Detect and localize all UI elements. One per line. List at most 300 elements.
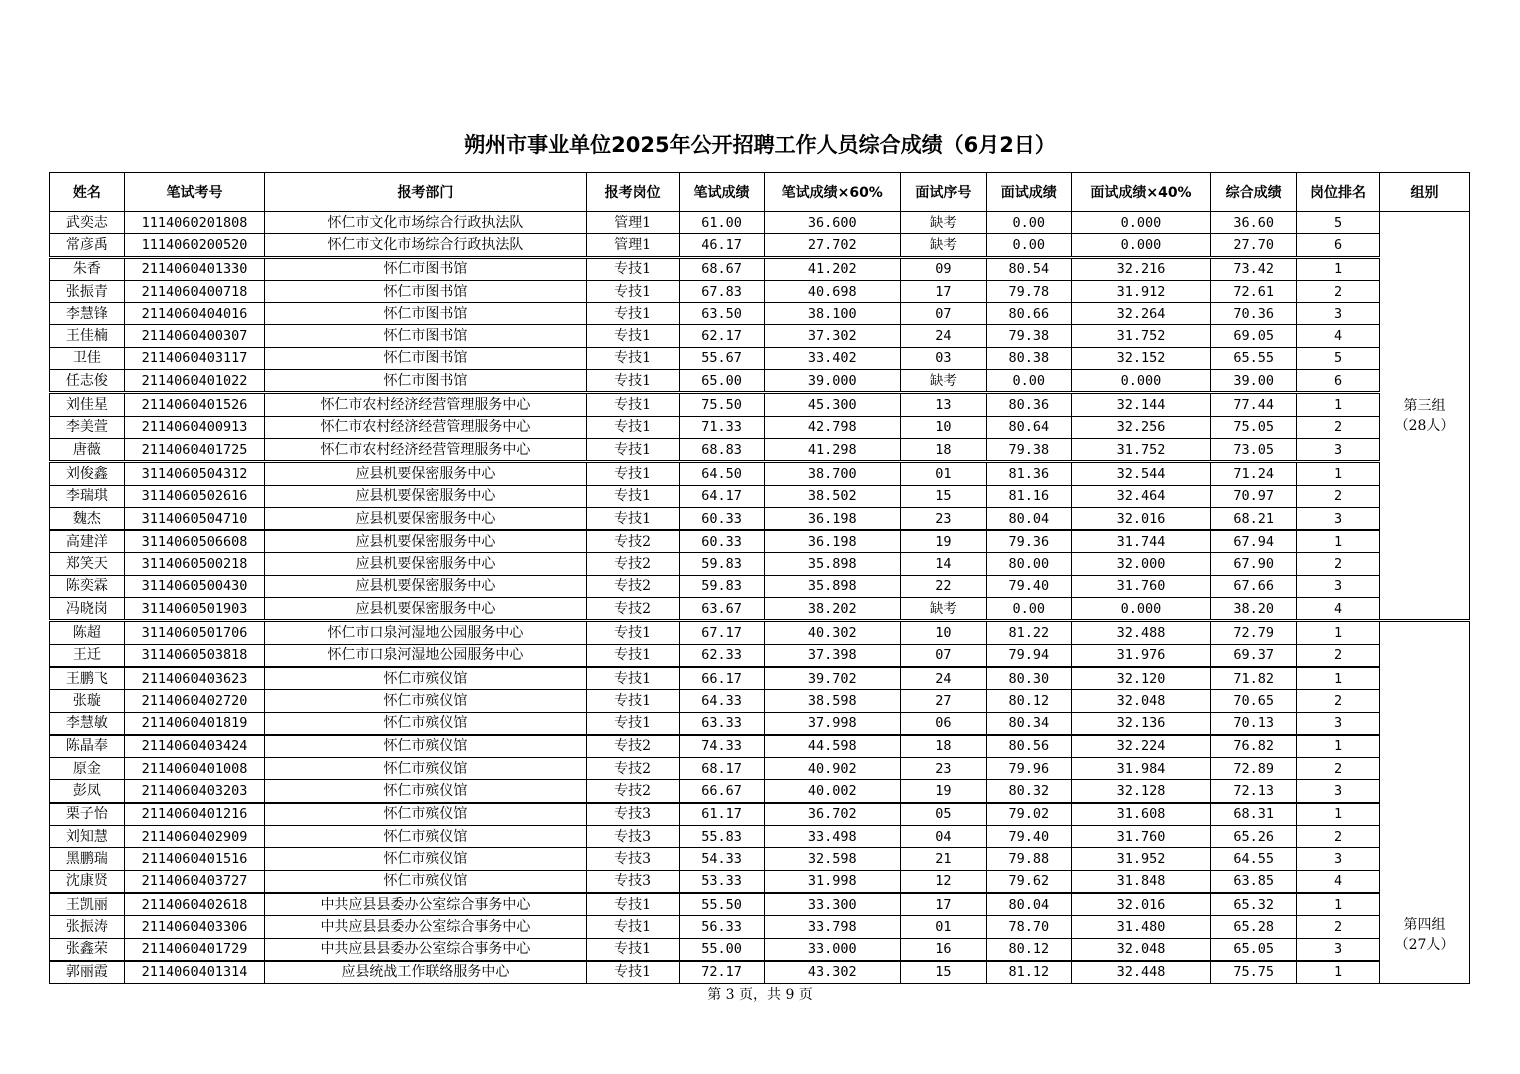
cell-department: 怀仁市殡仪馆 <box>265 826 586 848</box>
table-row <box>50 848 1470 870</box>
cell-exam-id: 2114060402618 <box>124 893 264 916</box>
table-row <box>50 257 1470 280</box>
header-written-score: 笔试成绩 <box>679 173 764 212</box>
cell-rank: 1 <box>1297 961 1380 984</box>
cell-interview-score: 79.88 <box>986 848 1071 870</box>
cell-written-score: 55.50 <box>679 893 764 916</box>
cell-written-60: 33.000 <box>764 938 900 961</box>
cell-position: 专技3 <box>586 803 679 826</box>
cell-position: 专技2 <box>586 530 679 553</box>
cell-written-score: 64.50 <box>679 462 764 485</box>
cell-interview-score: 79.36 <box>986 530 1071 553</box>
cell-interview-40: 31.912 <box>1071 280 1210 302</box>
table-row <box>50 507 1470 530</box>
cell-position: 专技1 <box>586 438 679 461</box>
cell-name: 张璇 <box>50 690 125 712</box>
cell-total-score: 72.13 <box>1211 780 1297 803</box>
cell-written-score: 64.33 <box>679 690 764 712</box>
cell-name: 刘知慧 <box>50 826 125 848</box>
cell-exam-id: 2114060401314 <box>124 961 264 984</box>
cell-name: 郭丽霞 <box>50 961 125 984</box>
cell-rank: 3 <box>1297 438 1380 461</box>
cell-total-score: 76.82 <box>1211 735 1297 758</box>
cell-interview-no: 23 <box>900 507 986 530</box>
cell-interview-score: 80.32 <box>986 780 1071 803</box>
cell-rank: 2 <box>1297 826 1380 848</box>
header-rank: 岗位排名 <box>1297 173 1380 212</box>
cell-written-60: 33.300 <box>764 893 900 916</box>
cell-total-score: 64.55 <box>1211 848 1297 870</box>
cell-name: 王迁 <box>50 644 125 667</box>
header-name: 姓名 <box>50 173 125 212</box>
cell-name: 陈超 <box>50 621 125 644</box>
cell-rank: 4 <box>1297 870 1380 893</box>
cell-department: 应县机要保密服务中心 <box>265 553 586 575</box>
cell-name: 张振涛 <box>50 916 125 938</box>
cell-total-score: 69.05 <box>1211 325 1297 347</box>
cell-interview-no: 18 <box>900 735 986 758</box>
cell-written-score: 59.83 <box>679 575 764 597</box>
cell-position: 专技2 <box>586 735 679 758</box>
cell-interview-40: 31.752 <box>1071 438 1210 461</box>
cell-department: 怀仁市图书馆 <box>265 347 586 369</box>
cell-rank: 2 <box>1297 758 1380 780</box>
cell-interview-no: 17 <box>900 280 986 302</box>
cell-position: 专技3 <box>586 848 679 870</box>
cell-interview-40: 32.048 <box>1071 690 1210 712</box>
cell-position: 专技1 <box>586 303 679 325</box>
cell-total-score: 72.79 <box>1211 621 1297 644</box>
cell-total-score: 68.21 <box>1211 507 1297 530</box>
table-row <box>50 212 1470 234</box>
cell-exam-id: 2114060404016 <box>124 303 264 325</box>
cell-total-score: 38.20 <box>1211 598 1297 621</box>
cell-department: 怀仁市殡仪馆 <box>265 803 586 826</box>
cell-position: 专技1 <box>586 961 679 984</box>
cell-interview-score: 79.40 <box>986 826 1071 848</box>
cell-written-60: 36.702 <box>764 803 900 826</box>
cell-department: 怀仁市殡仪馆 <box>265 667 586 690</box>
cell-interview-score: 0.00 <box>986 212 1071 234</box>
table-row <box>50 826 1470 848</box>
cell-interview-no: 23 <box>900 758 986 780</box>
cell-rank: 1 <box>1297 803 1380 826</box>
cell-position: 专技3 <box>586 870 679 893</box>
cell-exam-id: 3114060502616 <box>124 485 264 507</box>
cell-exam-id: 3114060506608 <box>124 530 264 553</box>
cell-name: 任志俊 <box>50 370 125 393</box>
cell-interview-40: 31.984 <box>1071 758 1210 780</box>
cell-interview-score: 79.38 <box>986 438 1071 461</box>
cell-department: 怀仁市图书馆 <box>265 257 586 280</box>
cell-rank: 3 <box>1297 712 1380 735</box>
cell-written-60: 35.898 <box>764 553 900 575</box>
cell-position: 专技1 <box>586 938 679 961</box>
cell-interview-score: 80.38 <box>986 347 1071 369</box>
cell-rank: 2 <box>1297 553 1380 575</box>
cell-interview-40: 32.144 <box>1071 393 1210 416</box>
cell-interview-40: 32.216 <box>1071 257 1210 280</box>
cell-rank: 2 <box>1297 485 1380 507</box>
cell-interview-score: 80.00 <box>986 553 1071 575</box>
cell-rank: 2 <box>1297 644 1380 667</box>
cell-total-score: 69.37 <box>1211 644 1297 667</box>
group-name: 第三组 <box>1403 397 1446 414</box>
table-row <box>50 916 1470 938</box>
header-exam-id: 笔试考号 <box>124 173 264 212</box>
cell-exam-id: 2114060403623 <box>124 667 264 690</box>
cell-rank: 3 <box>1297 575 1380 597</box>
cell-written-score: 46.17 <box>679 234 764 257</box>
cell-interview-40: 32.000 <box>1071 553 1210 575</box>
cell-written-60: 37.302 <box>764 325 900 347</box>
cell-interview-no: 04 <box>900 826 986 848</box>
cell-interview-no: 27 <box>900 690 986 712</box>
cell-rank: 3 <box>1297 780 1380 803</box>
cell-interview-no: 13 <box>900 393 986 416</box>
cell-total-score: 27.70 <box>1211 234 1297 257</box>
table-row <box>50 462 1470 485</box>
cell-name: 朱香 <box>50 257 125 280</box>
cell-exam-id: 1114060201808 <box>124 212 264 234</box>
cell-written-60: 33.498 <box>764 826 900 848</box>
table-row <box>50 438 1470 461</box>
cell-department: 怀仁市殡仪馆 <box>265 735 586 758</box>
cell-position: 专技1 <box>586 507 679 530</box>
cell-interview-40: 32.128 <box>1071 780 1210 803</box>
cell-exam-id: 3114060500430 <box>124 575 264 597</box>
table-row <box>50 393 1470 416</box>
cell-rank: 2 <box>1297 916 1380 938</box>
cell-exam-id: 2114060400307 <box>124 325 264 347</box>
page-title: 朔州市事业单位2025年公开招聘工作人员综合成绩（6月2日） <box>464 133 1056 157</box>
cell-department: 怀仁市殡仪馆 <box>265 780 586 803</box>
cell-total-score: 71.82 <box>1211 667 1297 690</box>
cell-interview-40: 31.952 <box>1071 848 1210 870</box>
table-row <box>50 530 1470 553</box>
cell-interview-no: 01 <box>900 462 986 485</box>
table-row <box>50 938 1470 961</box>
cell-total-score: 73.05 <box>1211 438 1297 461</box>
cell-exam-id: 2114060403117 <box>124 347 264 369</box>
cell-exam-id: 2114060400913 <box>124 416 264 438</box>
table-row <box>50 961 1470 984</box>
cell-interview-score: 80.04 <box>986 507 1071 530</box>
table-row <box>50 598 1470 621</box>
cell-written-60: 32.598 <box>764 848 900 870</box>
score-table-body <box>50 212 1470 984</box>
header-interview-40: 面试成绩×40% <box>1071 173 1210 212</box>
cell-name: 高建洋 <box>50 530 125 553</box>
cell-department: 中共应县县委办公室综合事务中心 <box>265 916 586 938</box>
cell-total-score: 68.31 <box>1211 803 1297 826</box>
table-row <box>50 735 1470 758</box>
table-row <box>50 234 1470 257</box>
table-row <box>50 347 1470 369</box>
cell-rank: 6 <box>1297 234 1380 257</box>
cell-interview-no: 22 <box>900 575 986 597</box>
cell-written-60: 45.300 <box>764 393 900 416</box>
cell-interview-score: 79.96 <box>986 758 1071 780</box>
cell-rank: 2 <box>1297 416 1380 438</box>
cell-written-score: 53.33 <box>679 870 764 893</box>
cell-department: 怀仁市图书馆 <box>265 325 586 347</box>
cell-name: 冯晓岗 <box>50 598 125 621</box>
cell-position: 专技2 <box>586 553 679 575</box>
cell-name: 常彦禹 <box>50 234 125 257</box>
cell-interview-no: 21 <box>900 848 986 870</box>
cell-exam-id: 2114060403306 <box>124 916 264 938</box>
cell-name: 张鑫荣 <box>50 938 125 961</box>
cell-position: 专技1 <box>586 257 679 280</box>
cell-written-score: 64.17 <box>679 485 764 507</box>
cell-interview-score: 80.54 <box>986 257 1071 280</box>
cell-exam-id: 2114060401022 <box>124 370 264 393</box>
table-row <box>50 370 1470 393</box>
cell-total-score: 67.94 <box>1211 530 1297 553</box>
cell-written-60: 39.702 <box>764 667 900 690</box>
cell-position: 专技1 <box>586 485 679 507</box>
cell-interview-40: 0.000 <box>1071 370 1210 393</box>
header-group: 组别 <box>1379 173 1469 212</box>
cell-rank: 4 <box>1297 598 1380 621</box>
cell-position: 管理1 <box>586 212 679 234</box>
cell-total-score: 65.05 <box>1211 938 1297 961</box>
cell-written-score: 75.50 <box>679 393 764 416</box>
cell-total-score: 77.44 <box>1211 393 1297 416</box>
cell-total-score: 72.61 <box>1211 280 1297 302</box>
cell-position: 专技1 <box>586 667 679 690</box>
cell-interview-score: 80.66 <box>986 303 1071 325</box>
cell-written-60: 36.600 <box>764 212 900 234</box>
cell-total-score: 70.36 <box>1211 303 1297 325</box>
cell-interview-no: 07 <box>900 303 986 325</box>
cell-interview-score: 80.12 <box>986 938 1071 961</box>
cell-interview-40: 32.464 <box>1071 485 1210 507</box>
cell-interview-no: 缺考 <box>900 370 986 393</box>
header-interview-no: 面试序号 <box>900 173 986 212</box>
cell-total-score: 65.26 <box>1211 826 1297 848</box>
group-cell <box>1379 212 1469 621</box>
cell-name: 刘俊鑫 <box>50 462 125 485</box>
cell-interview-40: 0.000 <box>1071 598 1210 621</box>
cell-written-score: 56.33 <box>679 916 764 938</box>
cell-written-score: 55.83 <box>679 826 764 848</box>
table-row <box>50 575 1470 597</box>
cell-total-score: 72.89 <box>1211 758 1297 780</box>
cell-department: 应县机要保密服务中心 <box>265 507 586 530</box>
cell-written-score: 62.17 <box>679 325 764 347</box>
cell-interview-score: 81.36 <box>986 462 1071 485</box>
cell-exam-id: 3114060504312 <box>124 462 264 485</box>
cell-interview-40: 32.120 <box>1071 667 1210 690</box>
cell-exam-id: 3114060501706 <box>124 621 264 644</box>
cell-position: 专技2 <box>586 758 679 780</box>
cell-interview-40: 0.000 <box>1071 234 1210 257</box>
header-position: 报考岗位 <box>586 173 679 212</box>
cell-rank: 1 <box>1297 257 1380 280</box>
cell-position: 专技2 <box>586 780 679 803</box>
cell-interview-no: 19 <box>900 530 986 553</box>
cell-department: 怀仁市殡仪馆 <box>265 758 586 780</box>
cell-interview-no: 07 <box>900 644 986 667</box>
cell-interview-no: 15 <box>900 485 986 507</box>
cell-exam-id: 2114060402909 <box>124 826 264 848</box>
cell-interview-no: 19 <box>900 780 986 803</box>
cell-exam-id: 2114060403727 <box>124 870 264 893</box>
header-department: 报考部门 <box>265 173 586 212</box>
cell-name: 王凯丽 <box>50 893 125 916</box>
cell-name: 陈晶奉 <box>50 735 125 758</box>
cell-written-60: 40.698 <box>764 280 900 302</box>
cell-interview-no: 24 <box>900 667 986 690</box>
cell-position: 专技1 <box>586 393 679 416</box>
cell-written-60: 33.402 <box>764 347 900 369</box>
cell-interview-no: 16 <box>900 938 986 961</box>
cell-position: 专技1 <box>586 325 679 347</box>
cell-interview-score: 80.36 <box>986 393 1071 416</box>
cell-written-60: 40.302 <box>764 621 900 644</box>
cell-interview-40: 31.760 <box>1071 826 1210 848</box>
cell-interview-no: 10 <box>900 621 986 644</box>
cell-name: 沈康贤 <box>50 870 125 893</box>
cell-interview-no: 03 <box>900 347 986 369</box>
cell-position: 专技1 <box>586 621 679 644</box>
cell-written-score: 68.83 <box>679 438 764 461</box>
cell-interview-score: 80.30 <box>986 667 1071 690</box>
cell-department: 怀仁市殡仪馆 <box>265 848 586 870</box>
cell-interview-no: 缺考 <box>900 234 986 257</box>
cell-written-score: 60.33 <box>679 530 764 553</box>
cell-interview-no: 15 <box>900 961 986 984</box>
header-row <box>50 173 1470 212</box>
cell-position: 专技1 <box>586 916 679 938</box>
cell-exam-id: 3114060503818 <box>124 644 264 667</box>
cell-interview-40: 32.488 <box>1071 621 1210 644</box>
cell-exam-id: 2114060403424 <box>124 735 264 758</box>
cell-interview-no: 09 <box>900 257 986 280</box>
cell-total-score: 70.13 <box>1211 712 1297 735</box>
cell-written-60: 39.000 <box>764 370 900 393</box>
cell-name: 李慧敏 <box>50 712 125 735</box>
cell-interview-40: 31.760 <box>1071 575 1210 597</box>
table-row <box>50 893 1470 916</box>
cell-interview-40: 31.608 <box>1071 803 1210 826</box>
cell-interview-score: 0.00 <box>986 234 1071 257</box>
cell-name: 李慧锋 <box>50 303 125 325</box>
cell-total-score: 70.97 <box>1211 485 1297 507</box>
cell-exam-id: 2114060401516 <box>124 848 264 870</box>
cell-exam-id: 2114060400718 <box>124 280 264 302</box>
cell-written-score: 66.17 <box>679 667 764 690</box>
cell-written-score: 65.00 <box>679 370 764 393</box>
cell-written-60: 37.998 <box>764 712 900 735</box>
cell-interview-no: 10 <box>900 416 986 438</box>
cell-rank: 1 <box>1297 621 1380 644</box>
cell-exam-id: 2114060401330 <box>124 257 264 280</box>
cell-interview-no: 24 <box>900 325 986 347</box>
cell-total-score: 73.42 <box>1211 257 1297 280</box>
cell-department: 怀仁市文化市场综合行政执法队 <box>265 212 586 234</box>
cell-rank: 3 <box>1297 507 1380 530</box>
cell-rank: 3 <box>1297 938 1380 961</box>
cell-position: 专技1 <box>586 893 679 916</box>
cell-rank: 2 <box>1297 690 1380 712</box>
cell-position: 专技2 <box>586 575 679 597</box>
cell-name: 王佳楠 <box>50 325 125 347</box>
cell-interview-score: 79.94 <box>986 644 1071 667</box>
cell-written-60: 43.302 <box>764 961 900 984</box>
cell-name: 武奕志 <box>50 212 125 234</box>
group-cell <box>1379 621 1469 984</box>
cell-interview-40: 32.256 <box>1071 416 1210 438</box>
cell-department: 怀仁市口泉河湿地公园服务中心 <box>265 644 586 667</box>
cell-rank: 1 <box>1297 462 1380 485</box>
cell-interview-score: 81.22 <box>986 621 1071 644</box>
cell-written-score: 67.17 <box>679 621 764 644</box>
cell-written-score: 66.67 <box>679 780 764 803</box>
cell-position: 专技1 <box>586 416 679 438</box>
cell-name: 李瑞琪 <box>50 485 125 507</box>
header-interview-score: 面试成绩 <box>986 173 1071 212</box>
cell-interview-40: 32.448 <box>1071 961 1210 984</box>
cell-name: 张振青 <box>50 280 125 302</box>
cell-rank: 1 <box>1297 393 1380 416</box>
table-row <box>50 780 1470 803</box>
cell-written-60: 31.998 <box>764 870 900 893</box>
cell-written-60: 40.902 <box>764 758 900 780</box>
cell-department: 怀仁市殡仪馆 <box>265 712 586 735</box>
cell-interview-40: 0.000 <box>1071 212 1210 234</box>
cell-written-60: 38.700 <box>764 462 900 485</box>
cell-interview-40: 32.048 <box>1071 938 1210 961</box>
cell-exam-id: 2114060401819 <box>124 712 264 735</box>
cell-interview-no: 缺考 <box>900 212 986 234</box>
cell-name: 李美萱 <box>50 416 125 438</box>
table-row <box>50 870 1470 893</box>
cell-interview-no: 12 <box>900 870 986 893</box>
cell-written-score: 63.50 <box>679 303 764 325</box>
cell-department: 应县统战工作联络服务中心 <box>265 961 586 984</box>
cell-interview-40: 32.264 <box>1071 303 1210 325</box>
cell-exam-id: 2114060401725 <box>124 438 264 461</box>
table-row <box>50 485 1470 507</box>
cell-written-score: 68.67 <box>679 257 764 280</box>
cell-written-60: 36.198 <box>764 507 900 530</box>
cell-interview-40: 31.976 <box>1071 644 1210 667</box>
table-row <box>50 416 1470 438</box>
cell-written-60: 38.502 <box>764 485 900 507</box>
cell-interview-score: 80.56 <box>986 735 1071 758</box>
cell-position: 管理1 <box>586 234 679 257</box>
table-row <box>50 758 1470 780</box>
cell-position: 专技1 <box>586 347 679 369</box>
cell-interview-no: 05 <box>900 803 986 826</box>
cell-rank: 3 <box>1297 848 1380 870</box>
cell-written-score: 61.17 <box>679 803 764 826</box>
cell-interview-40: 31.744 <box>1071 530 1210 553</box>
cell-rank: 1 <box>1297 735 1380 758</box>
cell-interview-score: 81.12 <box>986 961 1071 984</box>
header-total-score: 综合成绩 <box>1211 173 1297 212</box>
cell-name: 郑笑天 <box>50 553 125 575</box>
cell-interview-40: 31.480 <box>1071 916 1210 938</box>
cell-interview-score: 80.12 <box>986 690 1071 712</box>
cell-department: 怀仁市口泉河湿地公园服务中心 <box>265 621 586 644</box>
cell-name: 原金 <box>50 758 125 780</box>
cell-written-score: 60.33 <box>679 507 764 530</box>
cell-interview-score: 79.38 <box>986 325 1071 347</box>
